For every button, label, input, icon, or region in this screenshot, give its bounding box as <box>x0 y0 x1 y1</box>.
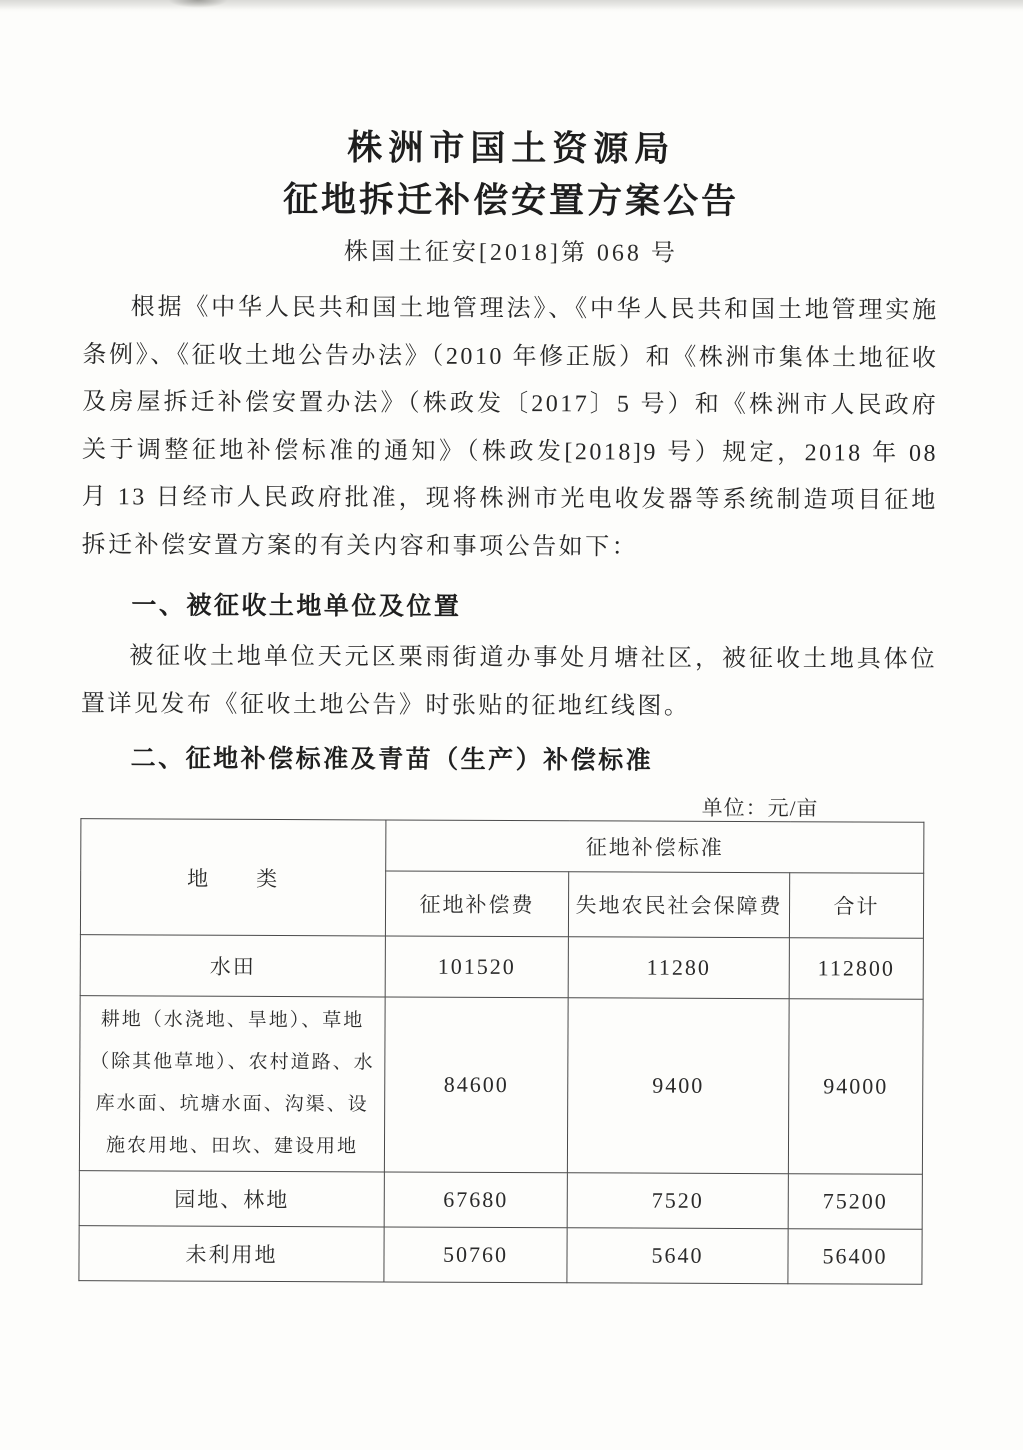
col-header-total: 合计 <box>789 873 923 939</box>
section2-heading: 二、征地补偿标准及青苗（生产）补偿标准 <box>130 744 654 775</box>
table-header-row-group <box>81 819 924 874</box>
cell-total: 112800 <box>789 938 923 1000</box>
col-header-social-security-fee: 失地农民社会保障费 <box>568 872 789 938</box>
cell-social-security: 7520 <box>567 1173 788 1229</box>
cell-social-security: 5640 <box>567 1228 788 1284</box>
table-row <box>79 1171 922 1230</box>
section1-heading: 一、被征收土地单位及位置 <box>131 591 462 621</box>
cell-compensation: 84600 <box>384 997 568 1173</box>
cell-compensation: 67680 <box>384 1172 567 1228</box>
cell-total: 56400 <box>788 1229 922 1285</box>
cell-land-type: 水田 <box>80 935 385 997</box>
document-number: 株国土征安[2018]第 068 号 <box>343 239 678 267</box>
unit-note: 单位：元/亩 <box>701 795 819 821</box>
scan-artifact-top-edge <box>0 0 1023 13</box>
cell-compensation: 101520 <box>385 936 568 998</box>
col-header-compensation-fee: 征地补偿费 <box>385 871 568 937</box>
cell-total: 94000 <box>788 999 923 1175</box>
compensation-table <box>78 818 924 1285</box>
table-row <box>79 1226 922 1285</box>
col-header-compensation-group: 征地补偿标准 <box>386 820 924 873</box>
cell-land-type: 园地、林地 <box>79 1171 384 1227</box>
col-header-land-type: 地 类 <box>80 819 386 936</box>
cell-total: 75200 <box>788 1174 922 1230</box>
document-title-line1: 株洲市国土资源局 <box>347 128 676 169</box>
cell-compensation: 50760 <box>384 1227 567 1283</box>
paragraph-legal-basis: 根据《中华人民共和国土地管理法》、《中华人民共和国土地管理实施条例》、《征收土地公告办法》（2010 年修正版）和《株洲市集体土地征收及房屋拆迁补偿安置办法》（株政发〔2017〕5 号）和《株洲市人民政府关于调整征地补偿标准的通知》（株政发[2018]9 号）规定，2018 年 08 月 13 日经市人民政府批准，现将株洲市光电收发器等系统制造项目征地拆迁补偿安置方案的有关内容和事项公告如下： <box>81 294 939 561</box>
scan-artifact-smudge <box>168 0 228 8</box>
cell-social-security: 9400 <box>567 998 789 1174</box>
table-row <box>80 935 923 1000</box>
cell-land-type: 耕地（水浇地、旱地）、草地（除其他草地）、农村道路、水库水面、坑塘水面、沟渠、设施农用地、田坎、建设用地 <box>79 996 385 1172</box>
cell-social-security: 11280 <box>568 937 789 999</box>
paragraph-land-location: 被征收土地单位天元区栗雨街道办事处月塘社区，被征收土地具体位置详见发布《征收土地公告》时张贴的征地红线图。 <box>80 643 938 720</box>
cell-land-type: 未利用地 <box>79 1226 384 1282</box>
table-row <box>79 996 923 1175</box>
document-title-line2: 征地拆迁补偿安置方案公告 <box>283 180 740 221</box>
